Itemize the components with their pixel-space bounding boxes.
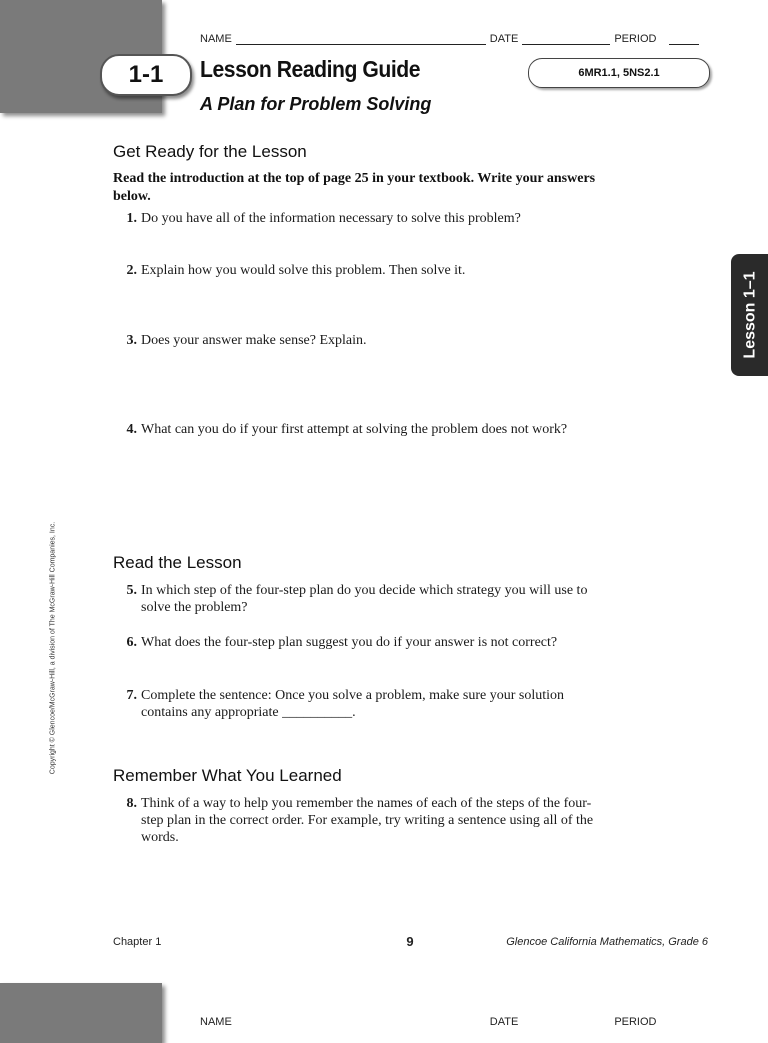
question-text: What can you do if your first attempt at solving the problem does not work? [141, 422, 568, 437]
header-fields [200, 33, 710, 45]
footer-chapter: Chapter 1 [113, 936, 162, 948]
date-field[interactable] [522, 33, 610, 45]
question-2 [120, 262, 620, 279]
name-field[interactable] [236, 33, 486, 45]
question-8 [120, 795, 600, 846]
question-4 [120, 421, 590, 438]
next-page-corner-decoration [0, 983, 162, 1043]
period-label: PERIOD [614, 1016, 657, 1028]
date-label: DATE [489, 1016, 519, 1028]
name-label: NAME [200, 1016, 232, 1028]
period-label: PERIOD [614, 33, 657, 45]
date-label: DATE [489, 33, 519, 45]
question-number: 8. [126, 796, 137, 811]
lesson-side-tab [731, 254, 768, 376]
copyright-text: Copyright © Glencoe/McGraw-Hill, a division of The McGraw-Hill Companies, Inc. [49, 521, 57, 775]
lesson-side-tab-label: Lesson 1–1 [742, 271, 759, 359]
question-number: 5. [126, 583, 137, 598]
question-6 [120, 634, 625, 651]
instructions: Read the introduction at the top of page 25 in your textbook. Write your answers below. [113, 171, 596, 204]
question-number: 4. [126, 422, 137, 437]
question-7 [120, 687, 570, 721]
name-label: NAME [200, 33, 232, 45]
question-3 [120, 332, 620, 349]
question-text: Think of a way to help you remember the names of each of the steps of the four-step plan in the correct order. For example, try writing a sentence using all of the words. [141, 796, 594, 845]
question-text: Explain how you would solve this problem. Then solve it. [141, 263, 466, 278]
standards-text: 6MR1.1, 5NS2.1 [578, 67, 660, 79]
question-1 [120, 210, 620, 227]
section-heading-get-ready: Get Ready for the Lesson [113, 142, 307, 161]
section-heading-remember: Remember What You Learned [113, 766, 342, 785]
question-text: Does your answer make sense? Explain. [141, 333, 367, 348]
question-text: Do you have all of the information necessary to solve this problem? [141, 211, 521, 226]
footer-page-number: 9 [406, 934, 414, 949]
question-text: What does the four-step plan suggest you do if your answer is not correct? [141, 635, 558, 650]
footer-book-title: Glencoe California Mathematics, Grade 6 [506, 936, 708, 948]
period-field[interactable] [669, 33, 699, 45]
page-subtitle: A Plan for Problem Solving [200, 94, 432, 114]
question-text: Complete the sentence: Once you solve a problem, make sure your solution contains any appropriate __________. [141, 688, 565, 720]
question-number: 3. [126, 333, 137, 348]
page-title: Lesson Reading Guide [200, 56, 421, 82]
question-number: 2. [126, 263, 137, 278]
lesson-number: 1-1 [128, 61, 164, 88]
question-number: 7. [126, 688, 137, 703]
question-text: In which step of the four-step plan do you decide which strategy you will use to solve the problem? [141, 583, 588, 615]
question-number: 1. [126, 211, 137, 226]
next-page-header-fields [200, 1016, 710, 1028]
standards-badge [528, 58, 710, 88]
question-number: 6. [126, 635, 137, 650]
section-heading-read: Read the Lesson [113, 553, 242, 572]
question-5 [120, 582, 620, 616]
lesson-number-badge [100, 54, 192, 96]
